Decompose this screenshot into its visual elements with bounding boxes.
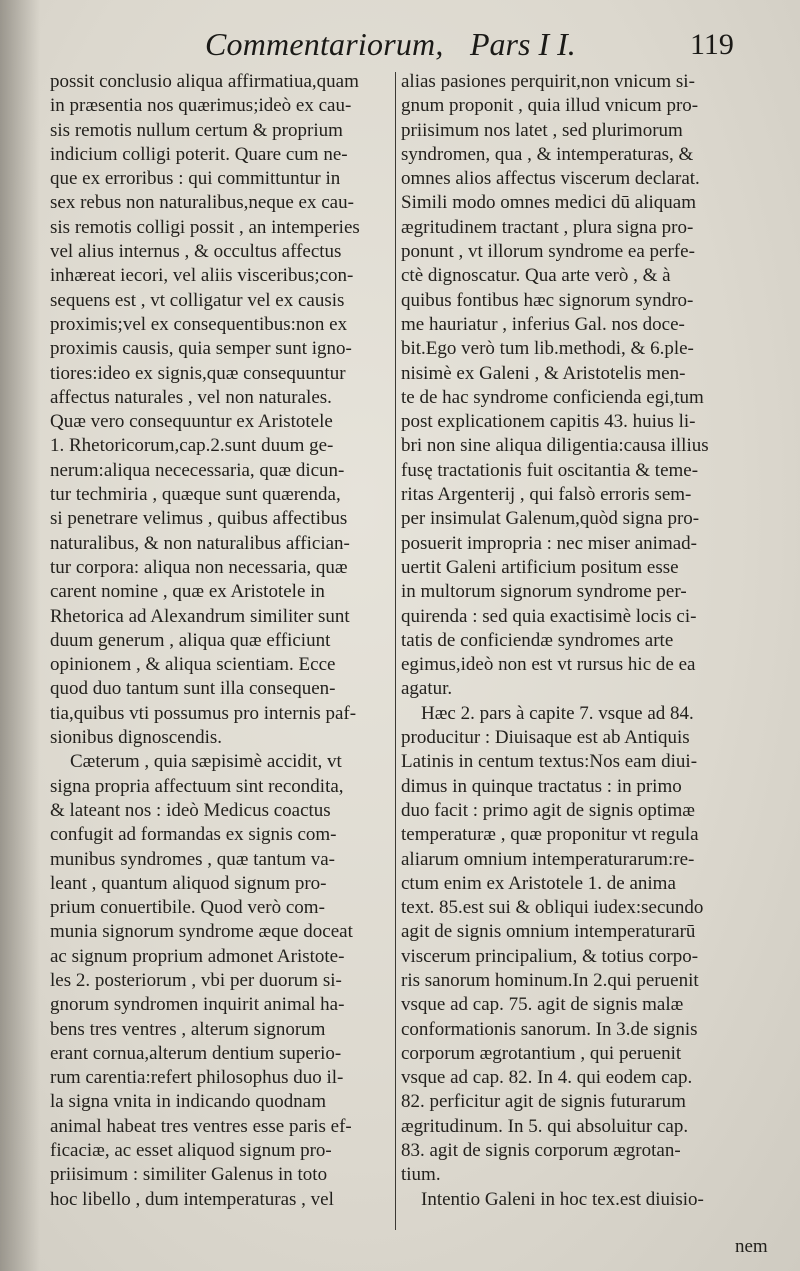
text-line: Hæc 2. pars à capite 7. vsque ad 84. — [421, 702, 694, 724]
catchword: nem — [735, 1236, 768, 1257]
text-line: Intentio Galeni in hoc tex.est diuisio- — [421, 1188, 704, 1210]
text-line: gnum proponit , quia illud vnicum pro- — [401, 95, 699, 117]
text-line: 83. agit de signis corporum ægrotan- — [401, 1140, 681, 1162]
text-line: conformationis sanorum. In 3.de signis — [401, 1018, 698, 1040]
text-line: & lateant nos : ideò Medicus coactus — [50, 799, 331, 821]
text-line: egimus,ideò non est vt rursus hic de ea — [401, 654, 696, 676]
text-line: sex rebus non naturalibus,neque ex cau- — [50, 192, 354, 214]
text-line: Simili modo omnes medici dū aliquam — [401, 192, 697, 214]
text-line: nerum:aliqua nececessaria, quæ dicun- — [50, 459, 345, 481]
text-line: bens tres ventres , alterum signorum — [50, 1018, 326, 1040]
text-line: syndromen, qua , & intemperaturas, & — [401, 143, 694, 165]
text-line: affectus naturales , vel non naturales. — [50, 386, 332, 408]
text-line: tia,quibus vti possumus pro internis paf- — [50, 702, 357, 724]
text-line: tur corpora: aliqua non necessaria, quæ — [50, 556, 348, 578]
text-line: ctè dignoscatur. Qua arte verò , & à — [401, 265, 671, 287]
text-line: proximis causis, quia semper sunt igno- — [50, 338, 352, 360]
text-line: naturalibus, & non naturalibus affician- — [50, 532, 350, 554]
text-line: Latinis in centum textus:Nos eam diui- — [401, 751, 698, 773]
text-line: si penetrare velimus , quibus affectibus — [50, 508, 348, 530]
text-line: in multorum signorum syndrome per- — [401, 581, 687, 603]
text-line: text. 85.est sui & obliqui iudex:secundo — [401, 897, 704, 919]
text-line: leant , quantum aliquod signum pro- — [50, 872, 327, 894]
right-column — [401, 70, 767, 1212]
text-line: prium conuertibile. Quod verò com- — [50, 897, 325, 919]
text-line: per insimulat Galenum,quòd signa pro- — [401, 508, 700, 530]
text-line: tatis de conficiendæ syndromes arte — [401, 629, 674, 651]
column-rule — [395, 72, 396, 1230]
text-line: quibus fontibus hæc signorum syndro- — [401, 289, 694, 311]
text-line: ficaciæ, ac esset aliquod signum pro- — [50, 1140, 332, 1162]
text-line: aliarum omnium intemperaturarum:re- — [401, 848, 695, 870]
text-line: proximis;vel ex consequentibus:non ex — [50, 313, 348, 335]
text-line: 82. perficitur agit de signis futurarum — [401, 1091, 686, 1113]
text-line: bri non sine aliqua diligentia:causa illius — [401, 435, 709, 457]
text-line: signa propria affectuum sint recondita, — [50, 775, 344, 797]
text-line: sis remotis colligi possit , an intemperies — [50, 216, 360, 238]
text-line: Rhetorica ad Alexandrum similiter sunt — [50, 605, 350, 627]
text-line: tium. — [401, 1164, 441, 1186]
text-line: uertit Galeni artificium positum esse — [401, 556, 679, 578]
text-line: agatur. — [401, 678, 453, 700]
text-line: omnes alios affectus viscerum declarat. — [401, 168, 700, 190]
text-line: les 2. posteriorum , vbi per duorum si- — [50, 969, 342, 991]
running-head — [0, 22, 800, 66]
text-line: bit.Ego verò tum lib.methodi, & 6.ple- — [401, 338, 694, 360]
text-line: munia signorum syndrome æque doceat — [50, 921, 353, 943]
text-line: agit de signis omnium intemperaturarū — [401, 921, 696, 943]
text-line: ctum enim ex Aristotele 1. de anima — [401, 872, 676, 894]
text-line: Quæ vero consequuntur ex Aristotele — [50, 411, 333, 433]
text-line: duo facit : primo agit de signis optimæ — [401, 799, 695, 821]
left-column — [50, 70, 390, 1212]
text-line: possit conclusio aliqua affirmatiua,quam — [50, 71, 359, 92]
text-line: vel alius internus , & occultus affectus — [50, 241, 342, 263]
text-line: ac signum proprium admonet Aristote- — [50, 945, 345, 967]
gutter-shadow — [0, 0, 40, 1271]
text-line: priisimum : similiter Galenus in toto — [50, 1164, 328, 1186]
text-line: ritas Argenterij , qui falsò erroris sem- — [401, 484, 692, 506]
text-line: hoc libello , dum intemperaturas , vel — [50, 1188, 334, 1210]
text-line: Cæterum , quia sæpisimè accidit, vt — [70, 751, 342, 773]
text-line: priisimum nos latet , sed plurimorum — [401, 119, 683, 141]
text-line: vsque ad cap. 82. In 4. qui eodem cap. — [401, 1067, 693, 1089]
text-line: ris sanorum hominum.In 2.qui peruenit — [401, 969, 699, 991]
text-line: posuerit impropria : nec miser animad- — [401, 532, 697, 554]
text-line: que ex erroribus : qui committuntur in — [50, 168, 341, 190]
text-line: viscerum principalium, & totius corpo- — [401, 945, 699, 967]
text-line: 1. Rhetoricorum,cap.2.sunt duum ge- — [50, 435, 334, 457]
text-line: ægritudinem tractant , plura signa pro- — [401, 216, 694, 238]
text-line: ægritudinum. In 5. qui absoluitur cap. — [401, 1115, 689, 1137]
text-line: me hauriatur , inferius Gal. nos doce- — [401, 313, 685, 335]
text-line: vsque ad cap. 75. agit de signis malæ — [401, 994, 684, 1016]
text-line: producitur : Diuisaque est ab Antiquis — [401, 727, 690, 749]
text-line: duum generum , aliqua quæ efficiunt — [50, 629, 331, 651]
text-line: gnorum syndromen inquirit animal ha- — [50, 994, 345, 1016]
text-line: sionibus dignoscendis. — [50, 727, 223, 749]
text-line: post explicationem capitis 43. huius li- — [401, 411, 696, 433]
running-title: Commentariorum, — [205, 26, 444, 62]
text-line: temperaturæ , quæ proponitur vt regula — [401, 824, 699, 846]
text-line: te de hac syndrome conficienda egi,tum — [401, 386, 704, 408]
page-number: 119 — [690, 28, 734, 61]
part-label: Pars I I. — [470, 26, 576, 62]
text-line: confugit ad formandas ex signis com- — [50, 824, 337, 846]
text-line: tur techmiria , quæque sunt quærenda, — [50, 484, 341, 506]
text-line: in præsentia nos quærimus;ideò ex cau- — [50, 95, 352, 117]
text-line: quod duo tantum sunt illa consequen- — [50, 678, 336, 700]
text-line: munibus syndromes , quæ tantum va- — [50, 848, 335, 870]
text-line: alias pasiones perquirit,non vnicum si- — [401, 71, 695, 92]
text-line: sequens est , vt colligatur vel ex causis — [50, 289, 345, 311]
text-line: dimus in quinque tractatus : in primo — [401, 775, 682, 797]
text-line: la signa vnita in indicando quodnam — [50, 1091, 326, 1113]
text-line: quirenda : sed quia exactisimè locis ci- — [401, 605, 697, 627]
text-line: sis remotis nullum certum & proprium — [50, 119, 343, 141]
text-line: ponunt , vt illorum syndrome ea perfe- — [401, 241, 695, 263]
text-line: inhæreat iecori, vel aliis visceribus;con- — [50, 265, 354, 287]
text-line: animal habeat tres ventres esse paris ef- — [50, 1115, 352, 1137]
text-line: nisimè ex Galeni , & Aristotelis men- — [401, 362, 686, 384]
text-line: rum carentia:refert philosophus duo il- — [50, 1067, 344, 1089]
text-line: corporum ægrotantium , qui peruenit — [401, 1042, 682, 1064]
text-line: carent nomine , quæ ex Aristotele in — [50, 581, 325, 603]
text-line: indicium colligi poterit. Quare cum ne- — [50, 143, 348, 165]
text-line: tiores:ideo ex signis,quæ consequuntur — [50, 362, 346, 384]
text-line: erant cornua,alterum dentium superio- — [50, 1042, 342, 1064]
text-line: opinionem , & aliqua scientiam. Ecce — [50, 654, 336, 676]
text-line: fusę tractationis fuit oscitantia & teme- — [401, 459, 699, 481]
